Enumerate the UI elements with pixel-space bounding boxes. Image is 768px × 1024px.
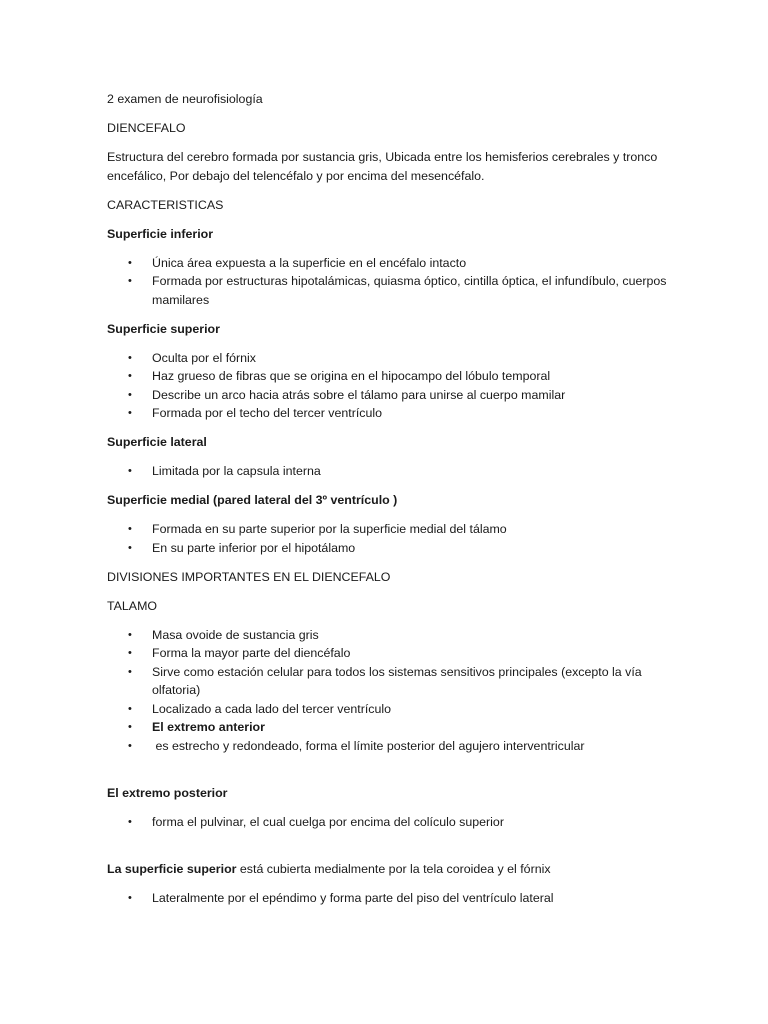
bullet-icon: •	[128, 275, 132, 287]
list-item: • Forma la mayor parte del diencéfalo	[107, 644, 668, 663]
bullet-icon: •	[128, 465, 132, 477]
bullet-icon: •	[128, 407, 132, 419]
section-heading-divisiones: DIVISIONES IMPORTANTES EN EL DIENCEFALO	[107, 569, 391, 584]
list-item: • Describe un arco hacia atrás sobre el tálamo para unirse al cuerpo mamilar	[107, 386, 668, 405]
list-extremo-posterior	[107, 813, 668, 832]
list-item: • Lateralmente por el epéndimo y forma parte del piso del ventrículo lateral	[107, 889, 668, 908]
section-heading-talamo: TALAMO	[107, 598, 158, 613]
intro-paragraph: Estructura del cerebro formada por sustancia gris, Ubicada entre los hemisferios cerebrales y tronco encefálico, Por debajo del telencéfalo y por encima del mesencéfalo.	[107, 150, 658, 183]
document-title: 2 examen de neurofisiología	[107, 92, 263, 106]
list-superficie-medial	[107, 520, 668, 557]
bullet-icon: •	[128, 647, 132, 659]
list-item: • Formada por el techo del tercer ventrículo	[107, 404, 668, 423]
bullet-icon: •	[128, 256, 132, 269]
heading-superficie-inferior: Superficie inferior	[107, 226, 214, 241]
list-item: • Haz grueso de fibras que se origina en el hipocampo del lóbulo temporal	[107, 367, 668, 386]
list-superficie-lateral	[107, 462, 668, 481]
list-item: • Limitada por la capsula interna	[107, 462, 668, 481]
list-item: • El extremo anterior	[107, 718, 668, 737]
spacer	[107, 842, 668, 860]
list-item: • Oculta por el fórnix	[107, 349, 668, 368]
section-heading-caracteristicas: CARACTERISTICAS	[107, 197, 224, 212]
bullet-icon: •	[128, 721, 132, 733]
heading-superficie-lateral: Superficie lateral	[107, 435, 207, 449]
bullet-icon: •	[128, 665, 132, 678]
list-lateral-ependimo	[107, 889, 668, 908]
heading-superficie-superior: Superficie superior	[107, 321, 220, 336]
bullet-icon: •	[128, 370, 132, 382]
list-item: • En su parte inferior por el hipotálamo	[107, 539, 668, 558]
list-item: • es estrecho y redondeado, forma el límite posterior del agujero interventricular	[107, 737, 668, 756]
bullet-icon: •	[128, 541, 132, 554]
bullet-icon: •	[128, 739, 132, 752]
list-item: • Formada en su parte superior por la superficie medial del tálamo	[107, 520, 668, 539]
section-heading-diencefalo: DIENCEFALO	[107, 121, 186, 135]
bullet-icon: •	[128, 815, 132, 828]
bullet-icon: •	[128, 351, 132, 364]
list-item: • Sirve como estación celular para todos los sistemas sensitivos principales (excepto la vía olfatoria)	[128, 664, 642, 697]
list-talamo	[107, 626, 668, 756]
bullet-icon: •	[128, 702, 132, 715]
bullet-icon: •	[128, 523, 132, 535]
bullet-icon: •	[128, 628, 132, 641]
list-item: • Masa ovoide de sustancia gris	[107, 626, 668, 645]
list-superficie-superior	[107, 349, 668, 423]
list-item: • Formada por estructuras hipotalámicas, quiasma óptico, cintilla óptica, el infundíbulo, cuerpos mamilares	[128, 274, 667, 307]
heading-superficie-medial: Superficie medial (pared lateral del 3º ventrículo )	[107, 493, 398, 507]
spacer	[107, 766, 668, 784]
heading-extremo-posterior: El extremo posterior	[107, 785, 228, 800]
list-item: • forma el pulvinar, el cual cuelga por encima del colículo superior	[107, 813, 668, 832]
paragraph-superficie-superior: La superficie superior está cubierta medialmente por la tela coroidea y el fórnix	[107, 861, 551, 876]
list-item: • Única área expuesta a la superficie en el encéfalo intacto	[107, 254, 668, 273]
bullet-icon: •	[128, 891, 132, 904]
bullet-icon: •	[128, 388, 132, 401]
list-item: • Localizado a cada lado del tercer ventrículo	[107, 700, 668, 719]
list-superficie-inferior	[107, 254, 668, 310]
